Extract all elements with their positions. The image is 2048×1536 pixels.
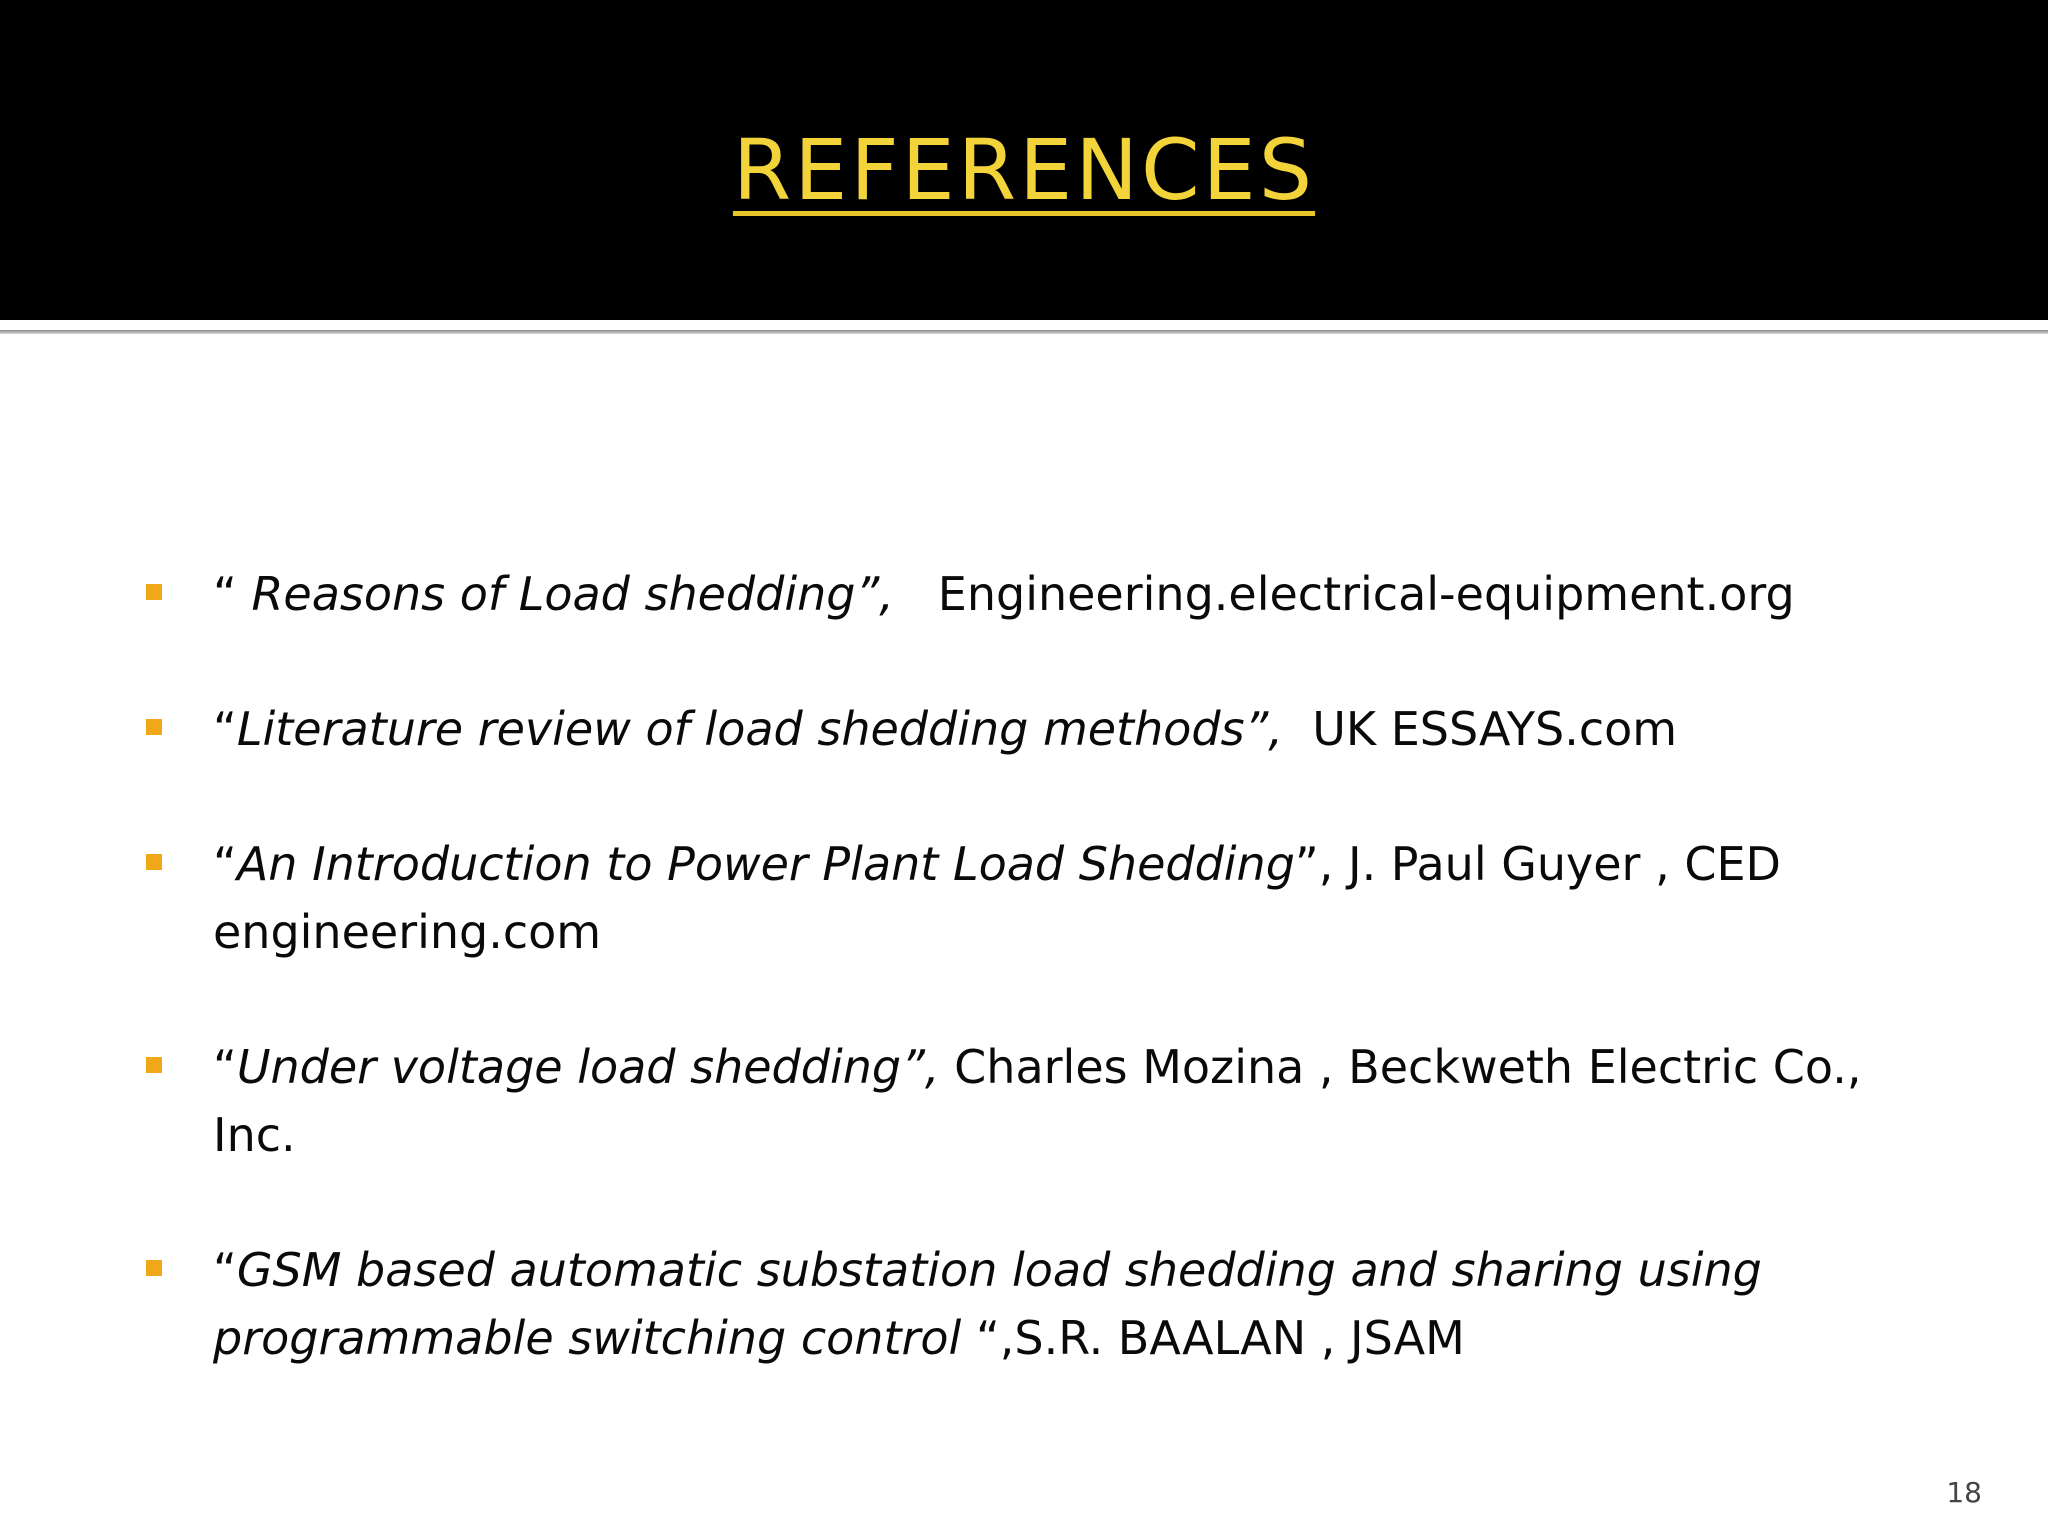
reference-item: “Literature review of load shedding methods”, UK ESSAYS.com xyxy=(0,695,2048,763)
square-bullet-icon xyxy=(146,719,162,735)
reference-title: Reasons of Load shedding”, xyxy=(251,567,894,621)
reference-list xyxy=(0,560,2048,1439)
square-bullet-icon xyxy=(146,854,162,870)
page-number: 18 xyxy=(1946,1476,1982,1509)
square-bullet-icon xyxy=(146,584,162,600)
square-bullet-icon xyxy=(146,1260,162,1276)
reference-item: “An Introduction to Power Plant Load Shedding”, J. Paul Guyer , CED engineering.com xyxy=(0,830,2048,966)
reference-title: GSM based automatic substation load shedding and sharing using programmable switching control xyxy=(213,1243,1762,1365)
reference-source: ”, J. Paul Guyer , CED engineering.com xyxy=(213,837,1781,959)
reference-title: An Introduction to Power Plant Load Shedding xyxy=(236,837,1295,891)
header-divider xyxy=(0,330,2048,334)
reference-source: UK ESSAYS.com xyxy=(1283,702,1678,756)
reference-item: “Under voltage load shedding”, Charles Mozina , Beckweth Electric Co., Inc. xyxy=(0,1033,2048,1169)
reference-source: “,S.R. BAALAN , JSAM xyxy=(961,1311,1465,1365)
reference-item: “ Reasons of Load shedding”, Engineering.electrical-equipment.org xyxy=(0,560,2048,628)
reference-title: Literature review of load shedding methods”, xyxy=(236,702,1284,756)
reference-source: Charles Mozina , Beckweth Electric Co., Inc. xyxy=(213,1040,1862,1162)
slide-header xyxy=(0,0,2048,320)
square-bullet-icon xyxy=(146,1057,162,1073)
slide-title: REFERENCES xyxy=(732,121,1316,219)
reference-title: Under voltage load shedding”, xyxy=(236,1040,940,1094)
reference-item: “GSM based automatic substation load shedding and sharing using programmable switching control “,S.R. BAALAN , JSAM xyxy=(0,1236,2048,1372)
reference-source: Engineering.electrical-equipment.org xyxy=(893,567,1795,621)
